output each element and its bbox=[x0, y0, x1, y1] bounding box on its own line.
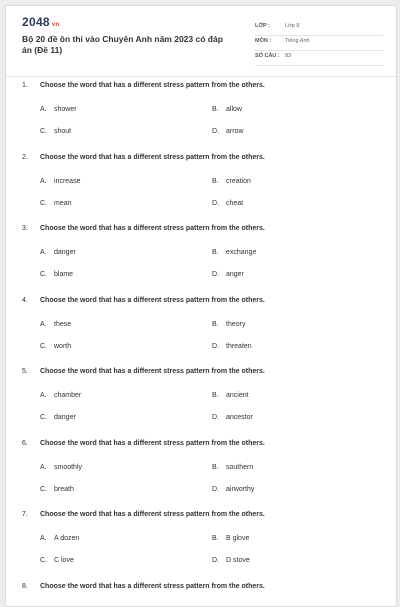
option-letter: C. bbox=[40, 414, 47, 421]
answer-option-b[interactable] bbox=[212, 249, 256, 256]
option-letter: C. bbox=[40, 485, 47, 493]
option-text: danger bbox=[54, 414, 76, 421]
option-text: danger bbox=[54, 249, 76, 256]
option-text: exchange bbox=[226, 249, 257, 256]
option-letter: A. bbox=[40, 177, 47, 185]
question-text: Choose the word that has a different stress pattern from the others. bbox=[40, 225, 265, 232]
option-letter: B. bbox=[212, 106, 219, 113]
option-text: ancient bbox=[226, 392, 249, 399]
question-text: Choose the word that has a different stress pattern from the others. bbox=[40, 511, 265, 518]
option-text: theory bbox=[226, 320, 246, 328]
answer-option-c[interactable] bbox=[40, 414, 76, 421]
answer-option-b[interactable] bbox=[212, 106, 242, 113]
option-text: creation bbox=[226, 177, 251, 185]
meta-grade-value: Lớp 9 bbox=[285, 23, 300, 29]
question-text: Choose the word that has a different stress pattern from the others. bbox=[40, 368, 265, 375]
answer-option-c[interactable] bbox=[40, 271, 73, 278]
option-text: smoothly bbox=[54, 463, 83, 471]
option-text: shower bbox=[54, 106, 77, 113]
meta-subject bbox=[255, 37, 383, 51]
question-text: Choose the word that has a different stress pattern from the others. bbox=[40, 153, 265, 161]
question-text: Choose the word that has a different stress pattern from the others. bbox=[40, 82, 265, 89]
option-text: southern bbox=[226, 463, 254, 471]
option-letter: C. bbox=[40, 271, 47, 278]
option-letter: C. bbox=[40, 557, 47, 564]
logo-text: 2048 bbox=[22, 15, 50, 29]
header-divider bbox=[6, 76, 396, 77]
option-letter: A. bbox=[40, 463, 47, 471]
option-text: A dozen bbox=[54, 535, 80, 542]
answer-option-d[interactable] bbox=[212, 200, 243, 207]
answer-option-d[interactable] bbox=[212, 414, 253, 421]
answer-option-d[interactable] bbox=[212, 557, 250, 564]
option-letter: A. bbox=[40, 106, 47, 113]
question-number: 5. bbox=[22, 368, 28, 375]
option-text: ancestor bbox=[226, 414, 253, 421]
exam-sheet bbox=[5, 5, 397, 607]
answer-option-c[interactable] bbox=[40, 200, 72, 207]
meta-count-label: SỐ CÂU : bbox=[255, 53, 280, 59]
answer-option-b[interactable] bbox=[212, 535, 249, 542]
answer-option-a[interactable] bbox=[40, 464, 82, 471]
option-text: arrow bbox=[226, 128, 244, 135]
answer-option-a[interactable] bbox=[40, 178, 80, 185]
option-letter: D. bbox=[212, 414, 219, 421]
option-letter: D. bbox=[212, 342, 219, 350]
option-letter: C. bbox=[40, 342, 47, 350]
answer-option-a[interactable] bbox=[40, 535, 79, 542]
option-letter: C. bbox=[40, 128, 47, 135]
answer-option-c[interactable] bbox=[40, 557, 74, 564]
meta-grade bbox=[255, 22, 383, 36]
answer-option-d[interactable] bbox=[212, 343, 252, 350]
answer-option-b[interactable] bbox=[212, 178, 251, 185]
meta-subject-value: Tiếng Anh bbox=[285, 38, 310, 44]
option-text: chamber bbox=[54, 392, 82, 399]
answer-option-a[interactable] bbox=[40, 392, 81, 399]
option-letter: B. bbox=[212, 320, 219, 328]
option-letter: D. bbox=[212, 557, 219, 564]
question-number: 7. bbox=[22, 511, 28, 518]
option-letter: B. bbox=[212, 463, 219, 471]
meta-count-value: 83 bbox=[285, 53, 292, 59]
option-letter: B. bbox=[212, 392, 219, 399]
meta-count bbox=[255, 52, 383, 66]
option-text: airworthy bbox=[226, 485, 255, 493]
answer-option-c[interactable] bbox=[40, 486, 74, 493]
question-number: 6. bbox=[22, 439, 28, 447]
answer-option-a[interactable] bbox=[40, 321, 71, 328]
option-text: mean bbox=[54, 199, 72, 207]
option-text: B glove bbox=[226, 535, 250, 542]
question-text: Choose the word that has a different stress pattern from the others. bbox=[40, 439, 265, 447]
option-letter: D. bbox=[212, 199, 219, 207]
question-number: 4. bbox=[22, 296, 28, 304]
answer-option-d[interactable] bbox=[212, 128, 244, 135]
question-number: 2. bbox=[22, 153, 28, 161]
question-number: 8. bbox=[22, 582, 28, 590]
option-text: allow bbox=[226, 106, 242, 113]
answer-option-a[interactable] bbox=[40, 106, 77, 113]
meta-grade-label: LỚP : bbox=[255, 23, 270, 29]
option-letter: A. bbox=[40, 392, 47, 399]
answer-option-d[interactable] bbox=[212, 486, 254, 493]
option-text: worth bbox=[54, 342, 72, 350]
site-logo[interactable] bbox=[22, 15, 60, 29]
option-text: blame bbox=[54, 271, 74, 278]
question-number: 1. bbox=[22, 82, 28, 89]
option-letter: D. bbox=[212, 128, 219, 135]
answer-option-a[interactable] bbox=[40, 249, 76, 256]
option-text: anger bbox=[226, 271, 244, 278]
option-letter: B. bbox=[212, 249, 219, 256]
answer-option-c[interactable] bbox=[40, 343, 71, 350]
option-letter: D. bbox=[212, 485, 219, 493]
option-letter: A. bbox=[40, 249, 47, 256]
option-text: these bbox=[54, 320, 72, 328]
option-letter: D. bbox=[212, 271, 219, 278]
option-letter: B. bbox=[212, 535, 219, 542]
answer-option-d[interactable] bbox=[212, 271, 244, 278]
logo-suffix: vn bbox=[51, 22, 60, 28]
exam-header bbox=[6, 6, 396, 81]
answer-option-b[interactable] bbox=[212, 392, 249, 399]
option-text: increase bbox=[54, 177, 81, 185]
option-letter: A. bbox=[40, 320, 47, 328]
option-text: breath bbox=[54, 485, 74, 493]
document-title: Bộ 20 đề ôn thi vào Chuyên Anh năm 2023 có đáp án (Đề 11) bbox=[22, 34, 223, 55]
option-text: D stove bbox=[226, 557, 250, 564]
question-number: 3. bbox=[22, 225, 28, 232]
answer-option-c[interactable] bbox=[40, 128, 71, 135]
option-text: C love bbox=[54, 557, 74, 564]
question-text: Choose the word that has a different stress pattern from the others. bbox=[40, 582, 265, 590]
option-text: threaten bbox=[226, 342, 252, 350]
option-text: cheat bbox=[226, 199, 244, 207]
answer-option-b[interactable] bbox=[212, 321, 245, 328]
option-text: shout bbox=[54, 128, 72, 135]
answer-option-b[interactable] bbox=[212, 464, 253, 471]
option-letter: A. bbox=[40, 535, 47, 542]
meta-subject-label: MÔN : bbox=[255, 38, 272, 44]
option-letter: C. bbox=[40, 199, 47, 207]
question-text: Choose the word that has a different stress pattern from the others. bbox=[40, 296, 265, 304]
option-letter: B. bbox=[212, 177, 219, 185]
